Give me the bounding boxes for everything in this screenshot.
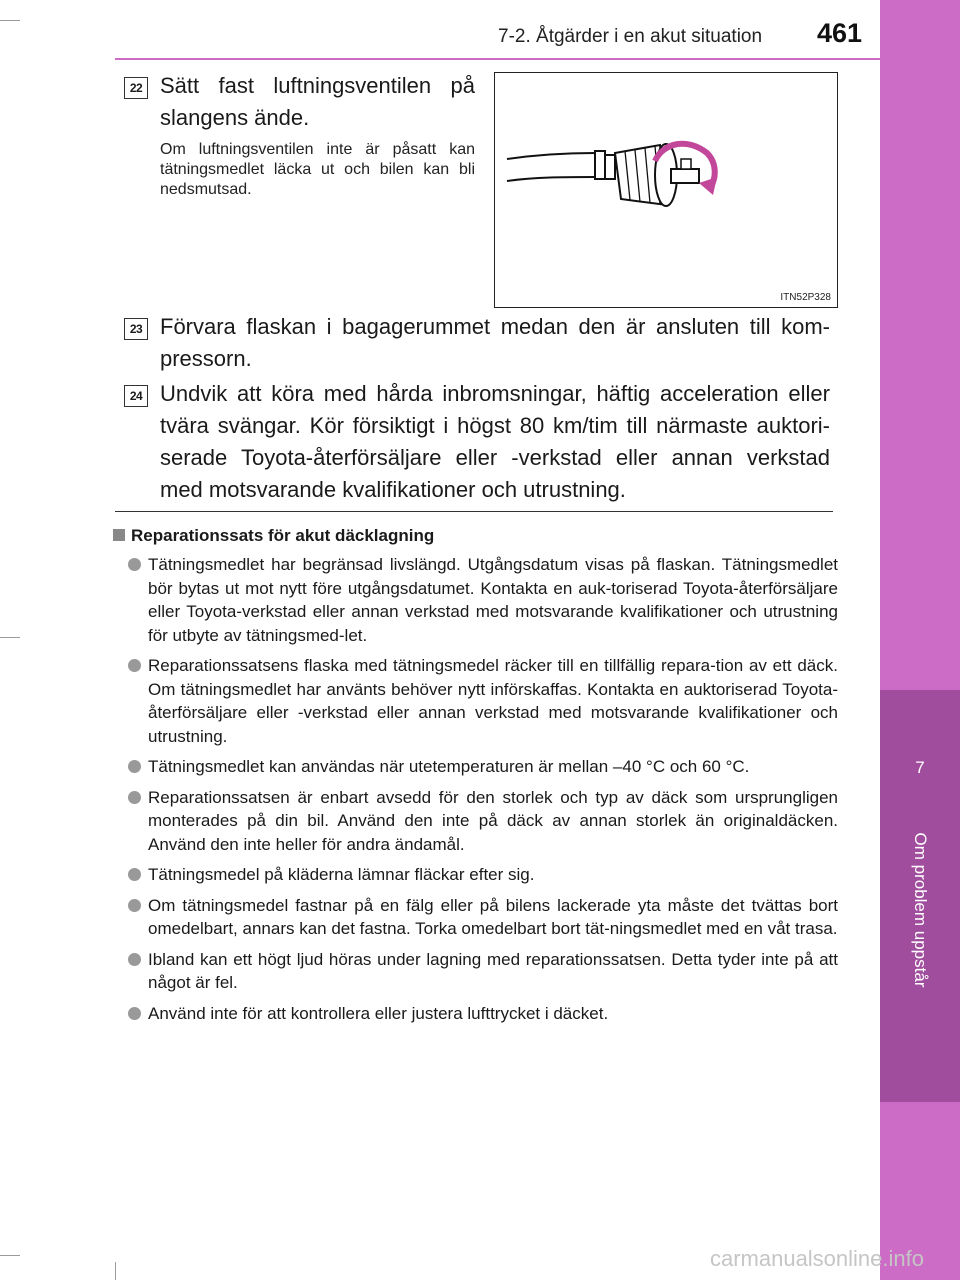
bullet-icon [128,953,141,966]
header-rule [115,58,880,60]
bullet-icon [128,1007,141,1020]
notes-list [128,553,838,1032]
bullet-icon [128,760,141,773]
step-text: Sätt fast luftningsventilen på slangens ände. [160,73,475,130]
step-marker: 24 [124,385,148,407]
step-text: Undvik att köra med hårda inbromsningar, häftig acceleration eller tvära svängar. Kör försiktigt i högst 80 km/tim till närmaste auktori-serade Toyota-återförsäljare eller -verkstad eller annan verkstad med motsvarande kvalifikationer och utrustning. [160,381,830,502]
page-number: 461 [817,18,863,48]
section-divider [115,511,833,512]
list-item [128,755,838,779]
list-item [128,863,838,887]
crop-mark [0,1255,20,1256]
figure-code: ITN52P328 [780,292,831,303]
bullet-icon [128,791,141,804]
step-marker: 23 [124,318,148,340]
list-item-text: Ibland kan ett högt ljud höras under lagning med reparationssatsen. Detta tyder inte på att något är fel. [148,949,838,992]
step-note: Om luftningsventilen inte är påsatt kan tätningsmedlet läcka ut och bilen kan bli nedsmutsad. [160,141,475,198]
chapter-sidebar [880,0,960,1280]
notes-heading-text: Reparationssats för akut däcklagning [131,526,435,545]
crop-mark [0,637,20,638]
list-item-text: Tätningsmedlet har begränsad livslängd. Utgångsdatum visas på flaskan. Tätningsmedlet bör bytas ut mot nytt före utgångsdatumet. Kontakta en auk-toriserad Toyota-återförsäljare eller Toyota-verkstad eller annan verkstad med motsvarande kvalifikationer och utrustning för utbyte av tätningsmed-let. [148,555,838,645]
bullet-icon [128,899,141,912]
list-item-text: Tätningsmedel på kläderna lämnar fläckar efter sig. [148,865,535,884]
crop-mark [115,1262,116,1280]
list-item-text: Använd inte för att kontrollera eller justera lufttrycket i däcket. [148,1003,609,1023]
valve-illustration [494,72,838,308]
list-item-text: Reparationssatsen är enbart avsedd för den storlek och typ av däck som ursprungligen monterades på din bil. Använd den inte på däck av annan storlek än originaldäcken. Använd den inte heller för andra ändamål. [148,787,838,854]
bullet-icon [128,868,141,881]
bullet-icon [128,659,141,672]
section-title: 7-2. Åtgärder i en akut situation [498,26,763,47]
list-item-text: Reparationssatsens flaska med tätningsmedel räcker till en tillfällig repara-tion av ett däck. Om tätningsmedlet har använts behöver nytt införskaffas. Kontakta en auktoriserad Toyota-återförsäljare eller -verkstad eller annan verkstad med motsvarande kvalifikationer och utrustning. [148,656,838,746]
chapter-number: 7 [915,758,925,777]
bullet-icon [128,558,141,571]
list-item [128,1002,838,1026]
crop-mark [0,20,20,21]
list-item [128,894,838,941]
square-bullet-icon [113,529,125,541]
list-item-text: Om tätningsmedel fastnar på en fälg eller på bilens lackerade yta måste det tvättas bort omedelbart, annars kan det fastna. Torka omedelbart bort tät-ningsmedlet med en våt trasa. [148,895,838,938]
list-item [128,786,838,857]
chapter-title: Om problem uppstår [911,832,930,988]
watermark: carmanualsonline.info [709,1246,924,1271]
list-item [128,553,838,647]
hose-valve-drawing [495,73,837,307]
notes-heading [113,526,434,546]
list-item [128,948,838,995]
step-text: Förvara flaskan i bagagerummet medan den är ansluten till kom-pressorn. [160,314,830,371]
list-item [128,654,838,748]
step-marker: 22 [124,77,148,99]
list-item-text: Tätningsmedlet kan användas när utetemperaturen är mellan –40 °C och 60 °C. [148,757,750,776]
